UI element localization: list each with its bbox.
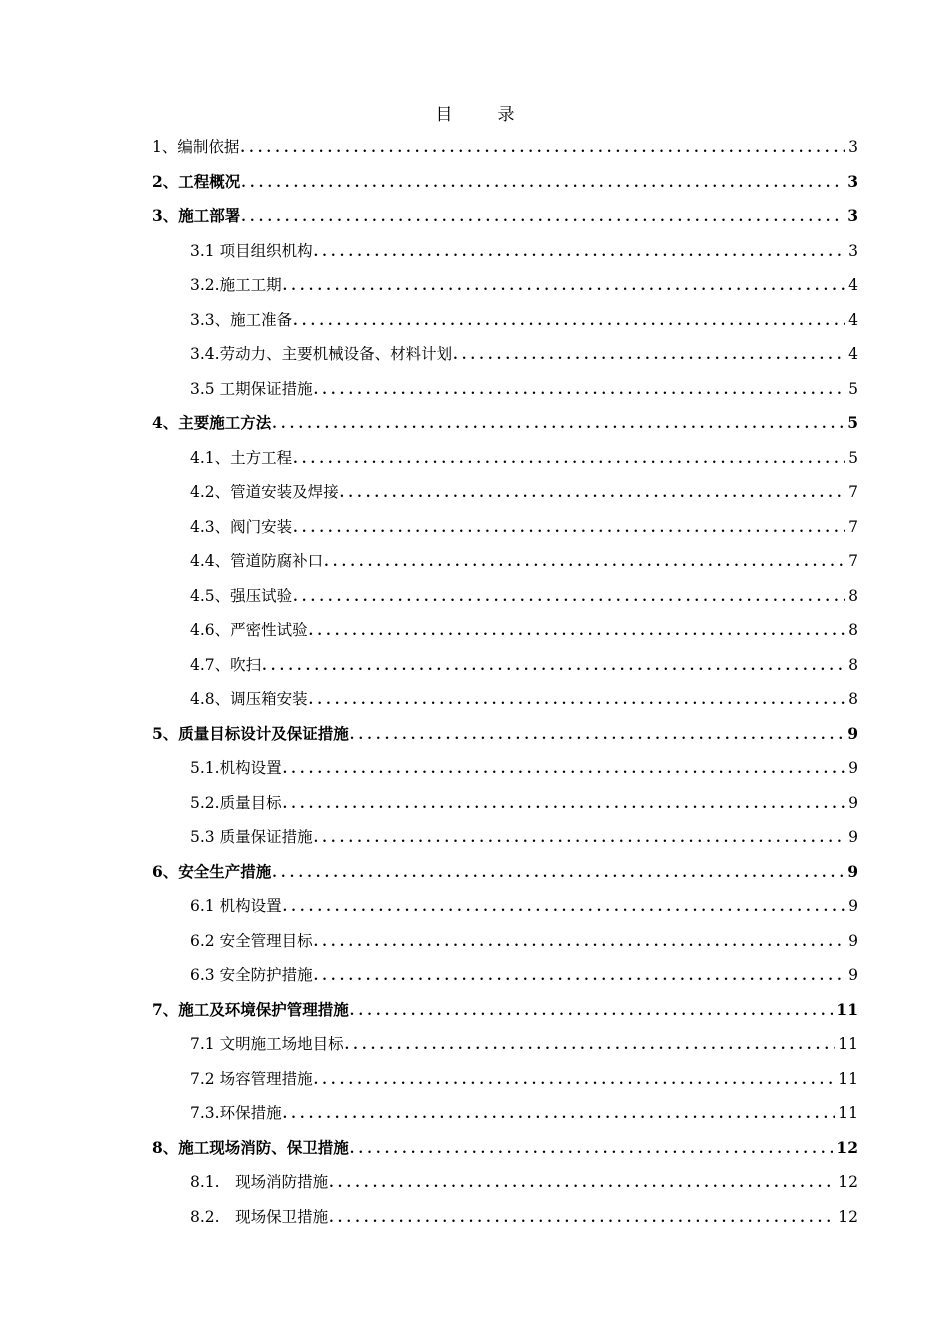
toc-dot-leader: [241, 167, 844, 202]
toc-dot-leader: [293, 443, 845, 478]
toc-entry-label: 7.2 场容管理措施: [190, 1069, 313, 1088]
toc-dot-leader: [272, 857, 844, 892]
toc-entry-label: 6.3 安全防护措施: [190, 966, 313, 984]
toc-entry[interactable]: [152, 579, 858, 614]
toc-entry-label: 4.1、土方工程: [190, 448, 293, 467]
toc-entry[interactable]: [152, 889, 858, 924]
toc-entry-label: 6.1 机构设置: [190, 897, 282, 915]
toc-dot-leader: [329, 1167, 835, 1202]
toc-entry[interactable]: [152, 510, 858, 545]
toc-entry-page-number: 12: [838, 1173, 858, 1191]
toc-entry[interactable]: [152, 337, 858, 372]
toc-entry[interactable]: [152, 475, 858, 510]
toc-entry-page-number: 5: [848, 448, 858, 467]
toc-entry-label: 8.1. 现场消防措施: [190, 1173, 329, 1191]
toc-entry-page-number: 11: [838, 1035, 858, 1053]
toc-entry[interactable]: [152, 441, 858, 476]
toc-dot-leader: [241, 201, 844, 236]
toc-dot-leader: [350, 995, 834, 1030]
toc-entry-page-number: 4: [848, 310, 858, 329]
toc-entry-page-number: 3: [847, 171, 858, 191]
toc-entry-page-number: 3: [848, 138, 858, 156]
toc-entry-page-number: 4: [848, 345, 858, 363]
toc-entry[interactable]: [152, 165, 858, 200]
toc-dot-leader: [345, 1029, 836, 1064]
toc-dot-leader: [283, 270, 846, 305]
toc-entry-label: 5、质量目标设计及保证措施: [152, 723, 349, 743]
toc-entry-page-number: 9: [847, 723, 858, 743]
toc-entry-page-number: 8: [848, 586, 858, 605]
toc-entry[interactable]: [152, 648, 858, 683]
toc-entry[interactable]: [152, 1200, 858, 1235]
toc-entry-label: 2、工程概况: [152, 171, 241, 191]
toc-entry-label: 4.6、严密性试验: [190, 621, 308, 639]
toc-dot-leader: [309, 615, 845, 650]
toc-dot-leader: [262, 650, 845, 685]
toc-entry-label: 5.1.机构设置: [190, 759, 282, 777]
toc-entry[interactable]: [152, 234, 858, 269]
toc-entry-page-number: 9: [848, 759, 858, 777]
toc-entry[interactable]: [152, 1096, 858, 1131]
toc-entry-page-number: 9: [848, 897, 858, 915]
toc-dot-leader: [283, 891, 846, 926]
toc-dot-leader: [293, 581, 845, 616]
toc-entry-label: 3.1 项目组织机构: [190, 241, 313, 260]
toc-entry[interactable]: [152, 1062, 858, 1097]
toc-entry-label: 4、主要施工方法: [152, 413, 272, 432]
toc-entry-page-number: 7: [848, 552, 858, 570]
toc-dot-leader: [283, 788, 846, 823]
toc-entry-page-number: 7: [848, 483, 858, 501]
toc-entry-page-number: 9: [848, 966, 858, 984]
toc-entry-page-number: 5: [847, 413, 858, 432]
toc-entry[interactable]: [152, 924, 858, 959]
toc-entry-page-number: 9: [848, 793, 858, 812]
toc-entry[interactable]: [152, 1027, 858, 1062]
toc-entry[interactable]: [152, 993, 858, 1028]
toc-entry-page-number: 9: [847, 861, 858, 881]
toc-dot-leader: [350, 719, 844, 754]
toc-entry[interactable]: [152, 268, 858, 303]
toc-dot-leader: [314, 926, 846, 961]
toc-entry-page-number: 7: [848, 517, 858, 536]
toc-entry-page-number: 5: [848, 379, 858, 398]
toc-dot-leader: [283, 753, 846, 788]
toc-entry-label: 3.4.劳动力、主要机械设备、材料计划: [190, 345, 453, 363]
toc-entry-page-number: 12: [838, 1207, 858, 1226]
toc-entry-label: 4.3、阀门安装: [190, 517, 293, 536]
toc-title: 目 录: [435, 105, 529, 125]
toc-dot-leader: [329, 1202, 835, 1237]
toc-entry-page-number: 11: [838, 1069, 858, 1088]
toc-dot-leader: [314, 822, 846, 857]
toc-entry[interactable]: [152, 820, 858, 855]
toc-entry-page-number: 9: [848, 931, 858, 950]
toc-entry-label: 4.5、强压试验: [190, 586, 293, 605]
toc-entry[interactable]: [152, 958, 858, 993]
toc-entry-page-number: 3: [848, 241, 858, 260]
toc-entry[interactable]: [152, 682, 858, 717]
toc-dot-leader: [453, 339, 845, 374]
toc-entry-label: 4.2、管道安装及焊接: [190, 483, 339, 501]
toc-entry[interactable]: [152, 544, 858, 579]
toc-entry-label: 7.1 文明施工场地目标: [190, 1035, 344, 1053]
toc-dot-leader: [240, 132, 845, 167]
toc-entry-label: 4.8、调压箱安装: [190, 690, 308, 708]
toc-entry-label: 8、施工现场消防、保卫措施: [152, 1137, 349, 1157]
toc-dot-leader: [350, 1133, 834, 1168]
toc-entry[interactable]: [152, 130, 858, 165]
toc-entry[interactable]: [152, 717, 858, 752]
toc-entry[interactable]: [152, 751, 858, 786]
toc-entry-page-number: 8: [848, 655, 858, 674]
toc-entry[interactable]: [152, 613, 858, 648]
toc-entry-page-number: 4: [848, 276, 858, 294]
toc-entry-label: 3.3、施工准备: [190, 310, 293, 329]
toc-entry-label: 8.2. 现场保卫措施: [190, 1207, 329, 1226]
toc-entry-label: 1、编制依据: [152, 138, 240, 156]
toc-entry[interactable]: [152, 372, 858, 407]
table-of-contents: [152, 130, 858, 1234]
toc-dot-leader: [283, 1098, 836, 1133]
toc-entry-label: 4.4、管道防腐补口: [190, 552, 324, 570]
toc-dot-leader: [293, 512, 845, 547]
toc-entry-label: 7、施工及环境保护管理措施: [152, 999, 349, 1019]
toc-entry[interactable]: [152, 855, 858, 890]
toc-entry[interactable]: [152, 406, 858, 441]
toc-entry-page-number: 3: [847, 206, 858, 225]
toc-dot-leader: [293, 305, 845, 340]
toc-entry[interactable]: [152, 786, 858, 821]
toc-entry-page-number: 8: [848, 690, 858, 708]
toc-dot-leader: [340, 477, 845, 512]
toc-entry-label: 4.7、吹扫: [190, 655, 262, 674]
toc-dot-leader: [314, 960, 846, 995]
toc-entry-label: 7.3.环保措施: [190, 1104, 282, 1122]
toc-dot-leader: [309, 684, 845, 719]
toc-entry-label: 6.2 安全管理目标: [190, 931, 313, 950]
toc-entry-label: 3、施工部署: [152, 206, 241, 225]
toc-dot-leader: [314, 236, 846, 271]
toc-dot-leader: [324, 546, 845, 581]
toc-dot-leader: [272, 408, 844, 443]
toc-entry-page-number: 8: [848, 621, 858, 639]
toc-entry-label: 3.2.施工工期: [190, 276, 282, 294]
toc-entry-label: 5.2.质量目标: [190, 793, 282, 812]
toc-dot-leader: [314, 374, 846, 409]
toc-entry[interactable]: [152, 1165, 858, 1200]
toc-entry-page-number: 12: [836, 1137, 858, 1157]
toc-entry-label: 3.5 工期保证措施: [190, 379, 313, 398]
toc-entry[interactable]: [152, 1131, 858, 1166]
toc-entry[interactable]: [152, 303, 858, 338]
toc-entry-page-number: 11: [838, 1104, 858, 1122]
toc-entry-label: 6、安全生产措施: [152, 861, 272, 881]
toc-entry[interactable]: [152, 199, 858, 234]
toc-entry-page-number: 9: [848, 828, 858, 846]
toc-entry-label: 5.3 质量保证措施: [190, 828, 313, 846]
toc-dot-leader: [314, 1064, 836, 1099]
toc-entry-page-number: 11: [836, 999, 858, 1019]
